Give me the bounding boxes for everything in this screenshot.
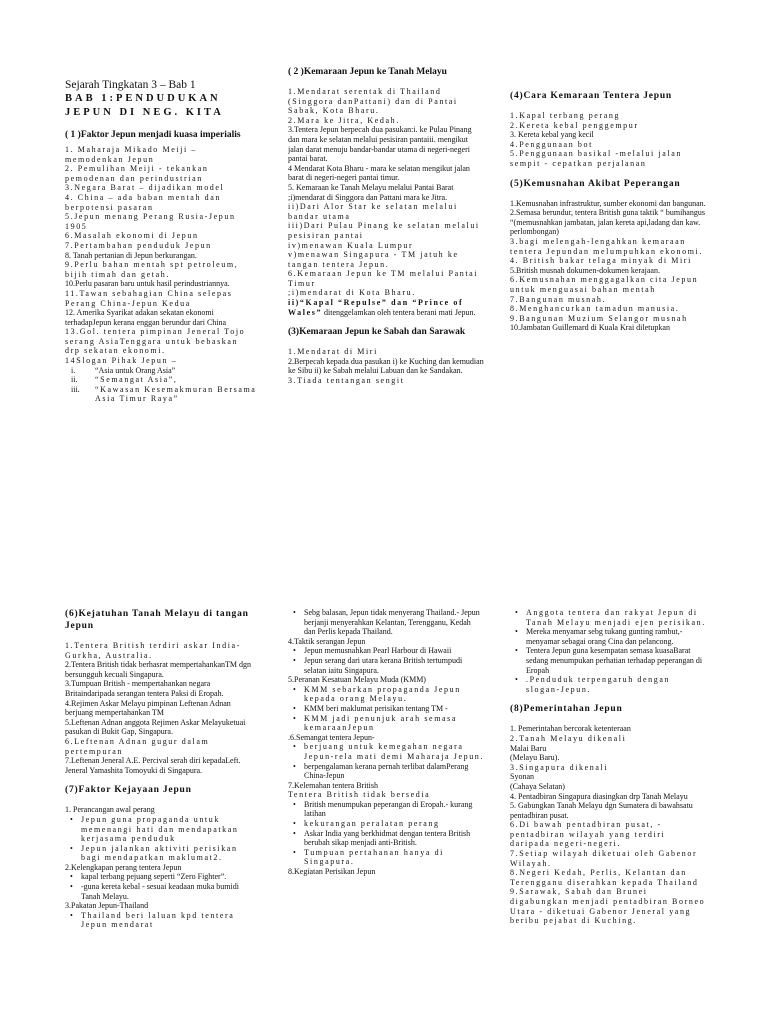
list-item: (Cahaya Selatan)	[510, 781, 565, 791]
section-5-list	[510, 199, 706, 333]
section-2-heading: ( 2 )Kemaraan Jepun ke Tanah Melayu	[288, 67, 447, 77]
list-item: 8. Tanah pertanian di Jepun berkurangan.	[65, 250, 197, 260]
list-item: 5.Jepun menang Perang Rusia-Jepun 1905	[65, 212, 236, 231]
list-item: • British menumpukan peperangan di Eropah.- kurang latihan	[304, 800, 484, 819]
list-item: 4.Penggunaan bot	[510, 139, 593, 149]
list-item: 3.Tiada tentangan sengit	[288, 376, 405, 386]
list-item: 3. Kereta kebal yang kecil	[510, 130, 594, 140]
list-item: • Jepun memusnahkan Pearl Harbour di Hawaii	[304, 646, 484, 656]
top-column-3	[510, 90, 706, 498]
slogan-item: i. “Asia untuk Orang Asia”	[71, 365, 176, 375]
list-item: • Tumpuan pertahanan hanya di Singapura.	[304, 848, 484, 867]
slogan-item: iii. “Kawasan Kesemakmuran Bersama Asia Timur Raya”	[71, 384, 257, 404]
chapter-title-line1: BAB 1:PENDUDUKAN	[65, 93, 221, 104]
list-item: ;i)mendarat di Kota Bharu.	[288, 288, 416, 298]
list-item: 2.Mara ke Jitra, Kedah.	[288, 115, 400, 125]
bullet-list	[288, 608, 484, 637]
list-item: • Anggota tentera dan rakyat Jepun di Tanah Melayu menjadi ejen perisikan.	[526, 608, 706, 627]
list-item: 8.Kegiatan Perisikan Jepun	[288, 867, 376, 877]
list-item: • .Penduduk terpengaruh dengan slogan-Jepun.	[526, 675, 706, 694]
list-item: 4.Rejimen Askar Melayu pimpinan Leftenan Adnan berjuang mempertahankan TM	[65, 698, 231, 718]
list-item: • -guna kereta kebal - sesuai keadaan muka bumidi Tanah Melayu.	[81, 882, 257, 901]
list-item: 2.Kereta kebal penggempur	[510, 120, 639, 130]
list-item: 8.Menghancurkan tamadun manusia.	[510, 304, 680, 314]
section-6-list	[65, 641, 257, 775]
list-item: 4. British bakar telaga minyak di Miri	[510, 256, 692, 266]
list-item: 2.Tentera British tidak berhasrat mempertahankanTM dgn bersungguh kecuali Singapura.	[65, 660, 252, 679]
list-item: (Melayu Baru).	[510, 753, 560, 763]
list-item: • kapal terbang pejuang seperti “Zero Fighter”.	[81, 872, 257, 882]
top-column-1	[65, 78, 257, 498]
list-item: • KMM jadi penunjuk arah semasa kemaraanJepun	[304, 714, 484, 733]
section-7-heading: (7)Faktor Kejayaan Jepun	[65, 785, 192, 796]
list-item: • berjuang untuk kemegahan negara Jepun-rela mati demi Maharaja Jepun.	[304, 742, 484, 761]
list-item: 3.Tentera Jepun berpecah dua pasukan:i. ke Pulau Pinang dan mara ke selatan melalui pesisiran pantaiii. mengikut jalan darat menuju bandar-bandar utama di negeri-negeri pantai barat.	[288, 125, 472, 164]
section-8-heading: (8)Pemerintahan Jepun	[510, 704, 623, 715]
list-item: 2. Pemulihan Meiji - tekankan pemodenan dan perindustrian	[65, 164, 209, 183]
bullet-list	[65, 911, 257, 930]
list-item: • KMM beri maklumat perisikan tentang TM -	[304, 704, 484, 714]
list-item: 12. Amerika Syarikat adakan sekatan ekonomi terhadapJepun kerana enggan berundur dari China	[65, 308, 227, 327]
list-item: 9.Sarawak, Sabah dan Brunei digabungkan menjadi pentadbiran Borneo Utara - diketuai Gabenor Jeneral yang beribu pejabat di Kuching.	[510, 887, 706, 926]
list-item: 5.Penggunaan basikal -melalui jalan sempit - cepatkan perjalanan	[510, 149, 682, 168]
list-item: 10.Perlu pasaran baru untuk hasil perindustriannya.	[65, 279, 230, 289]
list-item: • KMM sebarkan propaganda Jepun kepada orang Melayu.	[304, 685, 484, 704]
slogan-list	[65, 366, 257, 404]
list-item: 9.Perlu bahan mentah spt petroleum, bijih timah dan getah.	[65, 260, 239, 279]
list-item: 1. Maharaja Mikado Meiji – memodenkan Jepun	[65, 145, 198, 164]
list-item: v)menawan Singapura - TM jatuh ke tangan tentera Jepun.	[288, 250, 459, 269]
list-item: .6.Semangat tentera Jepun-	[288, 732, 375, 742]
list-item: 5.British musnah dokumen-dokumen kerajaan.	[510, 265, 660, 275]
list-item: 13.Gol. tentera pimpinan Jeneral Tojo serang AsiaTenggara untuk bebaskan drp sekatan ekonomi.	[65, 327, 246, 356]
list-item: Malai Baru	[510, 743, 547, 753]
bullet-list	[288, 646, 484, 675]
list-item: ii)“Kapal “Repulse” dan “Prince of Wales” ditenggelamkan oleh tentera berani mati Jepun.	[288, 298, 476, 317]
list-item: 1.Mendarat serentak di Thailand (Singgora danPattani) dan di Pantai Sabak, Kota Bharu.	[288, 87, 458, 116]
list-item: 14Slogan Pihak Jepun –	[65, 356, 178, 366]
list-item: 2.Kelengkapan perang tentera Jepun	[65, 862, 182, 872]
list-item: • kekurangan peralatan perang	[304, 819, 484, 829]
list-item: • Tentera Jepun guna kesempatan semasa kuasaBarat sedang menumpukan perhatian terhadap peperangan di Eropah	[526, 646, 706, 675]
bottom-column-2	[288, 608, 484, 1022]
ship-names: ii)“Kapal “Repulse” dan “Prince of Wales”	[288, 298, 464, 317]
list-item: ii)Dari Alor Star ke selatan melalui bandar utama	[288, 202, 458, 221]
list-item: 11.Tawan sebahagian China selepas Perang China-Jepun Kedua	[65, 288, 233, 308]
section-4-heading: (4)Cara Kemaraan Tentera Jepun	[510, 91, 673, 101]
list-item: • Sebg balasan, Jepun tidak menyerang Thailand.- Jepun berjanji menyerahkan Kelantan, Terengganu, Kedah dan Perlis kepada Thailand.	[304, 608, 484, 637]
bullet-list	[288, 685, 484, 733]
list-item: 6.Leftenan Adnan gugur dalam pertempuran	[65, 736, 210, 756]
list-item: 2.Semasa berundur, tentera British guna taktik “ bumihangus “(memusnahkan jambatan, jalan kereta api,ladang dan kaw. perlombongan)	[510, 208, 705, 237]
bullet-list	[288, 800, 484, 867]
list-item: iii)Dari Pulau Pinang ke selatan melalui pesisiran pantai	[288, 221, 480, 240]
list-item: 6.Kemaraan Jepun ke TM melalui Pantai Timur	[288, 269, 479, 288]
section-3-list	[288, 347, 484, 385]
list-item: • Jepun guna propaganda untuk memenangi hati dan mendapatkan kerjasama penduduk	[81, 815, 257, 844]
list-item: 5.Leftenan Adnan anggota Rejimen Askar Melayuketuai pasukan di Bukit Gap, Singapura.	[65, 717, 246, 737]
section-3-heading: (3)Kemaraan Jepun ke Sabah dan Sarawak	[288, 327, 466, 338]
section-4-list	[510, 111, 706, 169]
list-item: 1.Tentera British terdiri askar India-Gurkha, Australia.	[65, 641, 241, 660]
list-item: 3.bagi melengah-lengahkan kemaraan tentera Jepundan melumpuhkan ekonomi.	[510, 236, 703, 256]
list-item: 9.Bangunan Muzium Selangor musnah	[510, 313, 688, 323]
section-1-heading: ( 1 )Faktor Jepun menjadi kuasa imperialis	[65, 130, 241, 140]
list-item: • Mereka menyamar sebg tukang gunting rambut,-menyamar sebagai orang Cina dan pelancong.	[526, 627, 706, 646]
list-item: • berpengalaman kerana pernah terlibat dalamPerang China-Jepun	[304, 762, 484, 781]
list-item: 6.Masalah ekonomi di Jepun	[65, 231, 199, 241]
list-item: 5. Gabungkan Tanah Melayu dgn Sumatera di bawahsatu pentadbiran pusat.	[510, 801, 693, 820]
bottom-column-1	[65, 608, 257, 1022]
section-8-list	[510, 724, 706, 925]
list-item: 1. Perancangan awal perang	[65, 805, 155, 815]
bottom-column-3	[510, 608, 706, 1022]
slogan-item: ii. “Semangat Asia”,	[71, 375, 178, 385]
bullet-list	[288, 742, 484, 780]
list-item: 1. Pemerintahan bercorak ketenteraan	[510, 724, 631, 734]
list-item: 4. China – ada baban mentah dan berpotensi pasaran	[65, 192, 222, 212]
list-item: 4. Pentadbiran Singapura diasingkan drp Tanah Melayu	[510, 791, 688, 801]
list-item: Tentera British tidak bersedia	[288, 790, 431, 800]
section-5-heading: (5)Kemusnahan Akibat Peperangan	[510, 178, 681, 189]
list-item: 2.Tanah Melayu dikenali	[510, 733, 627, 743]
list-item: 7.Leftenan Jeneral A.E. Percival serah diri kepadaLeft. Jeneral Yamashita Tomoyuki di Singapura.	[65, 756, 241, 775]
bullet-list	[510, 608, 706, 694]
list-item: 4 Mendarat Kota Bharu - mara ke selatan mengikut jalan barat di negeri-negeri pantai timur.	[288, 163, 470, 183]
list-item: 5. Kemaraan ke Tanah Melayu melalui Pantai Barat ;i)mendarat di Singgora dan Pattani mara ke Jitra.	[288, 182, 454, 202]
section-2-list	[288, 87, 484, 317]
list-item: 3.Pakatan Jepun-Thailand	[65, 901, 149, 911]
subject-title: Sejarah Tingkatan 3 – Bab 1	[65, 79, 196, 91]
list-item: 3.Negara Barat – dijadikan model	[65, 183, 225, 193]
section-1-list	[65, 145, 257, 366]
list-item: 1.Kapal terbang perang	[510, 111, 621, 120]
bullet-list	[65, 815, 257, 863]
list-item: 7.Setiap wilayah diketuai oleh Gabenor Wilayah.	[510, 849, 698, 868]
list-item: 6.Kemusnahan menggagalkan cita Jepun untuk menguasai bahan mentah	[510, 275, 699, 294]
list-item: 7.Bangunan musnah.	[510, 294, 607, 304]
list-item: 1.Kemusnahan infrastruktur, sumber ekonomi dan bangunan.	[510, 198, 706, 208]
top-column-2	[288, 66, 484, 498]
list-item: 3.Singapura dikenali	[510, 762, 609, 772]
list-item: Syonan	[510, 772, 534, 782]
list-item: 5.Peranan Kesatuan Melayu Muda (KMM)	[288, 675, 426, 685]
chapter-title-line2: JEPUN DI NEG. KITA	[65, 107, 224, 118]
list-item: 3.Tumpuan British - mempertahankan negara Britaindaripada serangan tentera Paksi di Eropah.	[65, 679, 224, 698]
list-item: 2.Berpecah kepada dua pasukan i) ke Kuching dan kemudian ke Sibu ii) ke Sabah melalui Labuan dan ke Sandakan.	[288, 356, 484, 376]
list-item: • Askar India yang berkhidmat dengan tentera British berubah sikap menjadi anti-British.	[304, 829, 484, 848]
list-item: • Jepun serang dari utara kerana British tertumpudi selatan iaitu Singapura.	[304, 656, 484, 675]
list-item: • Jepun jalankan aktiviti perisikan bagi mendapatkan maklumat2.	[81, 844, 257, 863]
list-item: 8.Negeri Kedah, Perlis, Kelantan dan Terengganu diserahkan kepada Thailand	[510, 868, 699, 887]
list-item: 7.Kelemahan tentera British	[288, 780, 378, 790]
list-item: iv)menawan Kuala Lumpur	[288, 240, 414, 250]
list-item: 7.Pertambahan penduduk Jepun	[65, 240, 212, 250]
section-6-heading: (6)Kejatuhan Tanah Melayu di tangan Jepun	[65, 609, 249, 631]
list-item: 1.Mendarat di Miri	[288, 347, 378, 357]
bullet-list	[65, 872, 257, 901]
list-item: 10.Jambatan Guillemard di Kuala Krai diletupkan	[510, 323, 670, 333]
list-item: 4.Taktik serangan Jepun	[288, 636, 366, 646]
list-item: • Thailand beri laluan kpd tentera Jepun mendarat	[81, 911, 257, 930]
list-item: 6.Di bawah pentadbiran pusat, - pentadbiran wilayah yang terdiri daripada negeri-negeri.	[510, 820, 666, 849]
